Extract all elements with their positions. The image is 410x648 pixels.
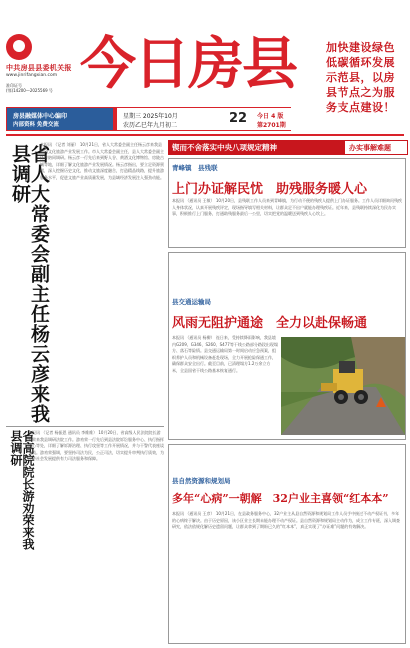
print-permit-number: (鄂)14200—2025569 号 [6, 88, 53, 93]
campaign-banner-text: 锲而不舍落实中央八项规定精神 [172, 143, 277, 152]
website-url[interactable]: www.jinrifangxian.com [6, 73, 58, 78]
issue-number: 第2701期 [257, 122, 286, 129]
lead-story-body: 本报讯 （记者 刘丽） 10月21日，省人大常委会副主任杨云彦来我县调研文化旅游产业发展工作。市人大常委会副主任，县人大常委会副主任等陪同调研。杨云彦一行先后来到野人谷、黄酒文化博物馆、房陵古城等地，详细了解文化旅游产业发展情况。杨云彦指出，要立足资源禀赋，深入挖掘历史文化，推动文旅深度融合，打造精品线路，提升旅游服务水平，促进文旅产业高质量发展，为县域经济发展注入强劲动能。 [40, 142, 164, 180]
lead-story-headline[interactable]: 省人大常委会副主任杨云彦来我县调研 [9, 144, 50, 424]
story5-section-label: 县自然资源和规划局 [172, 477, 231, 485]
masthead-rule [6, 134, 404, 136]
page-count: 今日 4 版 [257, 113, 284, 120]
story4-body: 本报讯 （通讯员 杨柳） 连日来，受持续降雨影响，我县境内G209、G346、S260、S477等干线公路部分路段出现塌方、落石等险情。县交通运输局第一时间启动应急预案，组织养护人员和机械设备赶赴现场，全力开展抢险保通工作，确保群众安全出行。截至目前，已清理塌方1.2万余立方米，全县国省干线公路基本恢复通行。 [172, 335, 278, 373]
newspaper-title: 今日房县 [80, 31, 296, 97]
masthead-slogan: 加快建设绿色低碳循环发展示范县，以房县节点之为服务支点建设！ [326, 41, 395, 114]
story4-headline[interactable]: 风雨无阻护通途 全力以赴保畅通 [172, 316, 368, 331]
story3-headline[interactable]: 上门办证解民忧 助残服务暖人心 [172, 182, 368, 197]
story5-body: 本报讯 （通讯员 王彦） 10月21日，在县政务服务中心，32户业主从县自然资源和规划局工作人员手中接过不动产权证书，多年的心病终于解决。由于历史原因，该小区业主长期未能办理不动产权证。县自然资源和规划局主动作为，成立工作专班，深入调查研究，依法依规化解历史遗留问题，让群众拿到了期盼已久的“红本本”，真正实现了“办证难”问题的有效解决。 [172, 511, 400, 529]
distribution-note: 内部资料 免费交流 [13, 122, 59, 128]
story3-body: 本报讯 （通讯员 王敏） 10月20日，县残联工作人员来到青峰镇，为行动不便的残疾人提供上门办证服务。工作人员详细询问残疾人身体状况，认真开展残疾评定，现场指导填写相关材料，让群众足不出户就能办理残疾证。近年来，县残联持续深化为民办实事，积极推行上门服务，打通助残服务最后一公里，切实把党的温暖送到残疾人心坎上。 [172, 198, 402, 216]
story5-headline[interactable]: 多年“心病”一朝解 32户业主喜领“红本本” [172, 492, 389, 505]
organization-name: 中共房县县委机关报 [6, 64, 72, 72]
publisher-name: 房县融媒体中心编印 [13, 113, 68, 120]
campaign-banner [168, 140, 408, 155]
story2-body: 本报讯 （记者 杨振恩 通讯员 李维维） 10月20日，省高级人民法院院长游劝荣来我县调研法院工作。游劝荣一行先后到县法院诉讼服务中心、执行指挥中心等处，详细了解诉源治理、执行攻坚等工作开展情况，并与干警代表座谈交流。游劝荣强调，要坚持司法为民，公正司法，切实提升审判执行质效，为经济社会发展提供有力司法服务和保障。 [28, 430, 164, 461]
issue-date: 星期三 2025年10月 [123, 113, 178, 120]
road-rescue-photo [281, 337, 405, 435]
newspaper-logo-icon [6, 34, 32, 60]
day-number: 22 [229, 111, 248, 126]
story4-section-label: 县交通运输局 [172, 298, 211, 306]
left-divider [6, 426, 164, 427]
column-tag-text: 办实事解难题 [349, 144, 391, 152]
story3-section-label: 青峰镇 县残联 [172, 164, 218, 172]
publisher-box [7, 108, 113, 130]
issue-info-bar [6, 107, 291, 131]
column-tag [344, 140, 408, 155]
print-permit-label: 准印证号 [6, 83, 22, 88]
story2-headline[interactable]: 省高院院长游劝荣来我县调研 [9, 430, 35, 550]
issue-details [117, 108, 291, 130]
loader-clearing-road-illustration [281, 337, 405, 435]
lunar-date: 农历乙巳年九月初二 [123, 122, 178, 129]
print-permit [6, 83, 53, 93]
